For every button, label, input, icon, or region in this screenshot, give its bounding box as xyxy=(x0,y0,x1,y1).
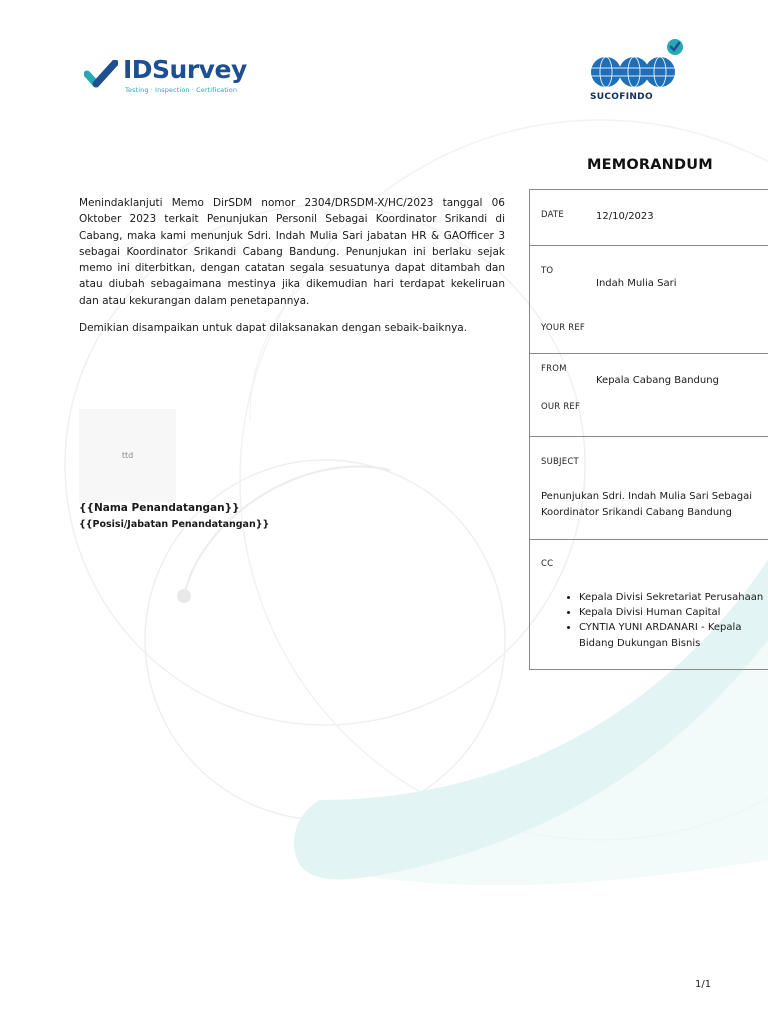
idsurvey-wordmark: IDSurvey xyxy=(123,55,247,84)
to-value: Indah Mulia Sari xyxy=(596,278,677,289)
separator xyxy=(530,539,768,540)
signatory-name: {{Nama Penandatangan}} xyxy=(79,502,240,514)
separator xyxy=(530,436,768,437)
from-value: Kepala Cabang Bandung xyxy=(596,375,719,386)
date-value: 12/10/2023 xyxy=(596,211,654,222)
cc-item: • Kepala Divisi Sekretariat Perusahaan xyxy=(579,590,768,605)
subject-label: SUBJECT xyxy=(541,457,579,467)
signature-placeholder: ttd xyxy=(121,451,134,460)
from-label: FROM xyxy=(541,364,567,374)
globe-icon xyxy=(588,38,688,92)
cc-label: CC xyxy=(541,559,554,569)
our-ref-label: OUR REF xyxy=(541,402,581,412)
to-label: TO xyxy=(541,266,554,276)
memo-body xyxy=(79,195,505,347)
idsurvey-tagline: Testing · Inspection · Certification xyxy=(125,86,238,94)
body-paragraph-2: Demikian disampaikan untuk dapat dilaksanakan dengan sebaik-baiknya. xyxy=(79,322,468,335)
sucofindo-wordmark: SUCOFINDO xyxy=(590,92,653,102)
date-label: DATE xyxy=(541,210,564,220)
your-ref-label: YOUR REF xyxy=(541,323,586,333)
memo-info-panel xyxy=(529,189,768,670)
separator xyxy=(530,353,768,354)
separator xyxy=(530,245,768,246)
signature-box xyxy=(79,409,176,502)
memo-title: MEMORANDUM xyxy=(587,157,713,173)
signatory-position: {{Posisi/Jabatan Penandatangan}} xyxy=(79,519,270,530)
body-paragraph-1: Menindaklanjuti Memo DirSDM nomor 2304/DRSDM-X/HC/2023 tanggal 06 Oktober 2023 terkait Penunjukan Personil Sebagai Koordinator Srikandi di Cabang, maka kami menunjuk Sdri. Indah Mulia Sari jabatan HR & GAOfficer 3 sebagai Koordinator Srikandi Cabang Bandung. Penunjukan ini berlaku sejak memo ini diterbitkan, dengan catatan segala sesuatunya dapat ditambah dan atau diubah sebagaimana mestinya jika dikemudian hari terdapat kekeliruan dan atau kekurangan dalam penetapannya. xyxy=(79,197,505,307)
idsurvey-logo xyxy=(84,55,259,98)
idsurvey-check-icon xyxy=(84,60,118,90)
sucofindo-logo xyxy=(588,38,688,102)
cc-item: • Kepala Divisi Human Capital xyxy=(579,605,768,620)
page-number: 1/1 xyxy=(695,979,712,990)
subject-value: Penunjukan Sdri. Indah Mulia Sari Sebagai Koordinator Srikandi Cabang Bandung xyxy=(541,491,753,518)
cc-list xyxy=(563,590,768,651)
cc-item: • CYNTIA YUNI ARDANARI - Kepala Bidang Dukungan Bisnis xyxy=(579,620,768,650)
